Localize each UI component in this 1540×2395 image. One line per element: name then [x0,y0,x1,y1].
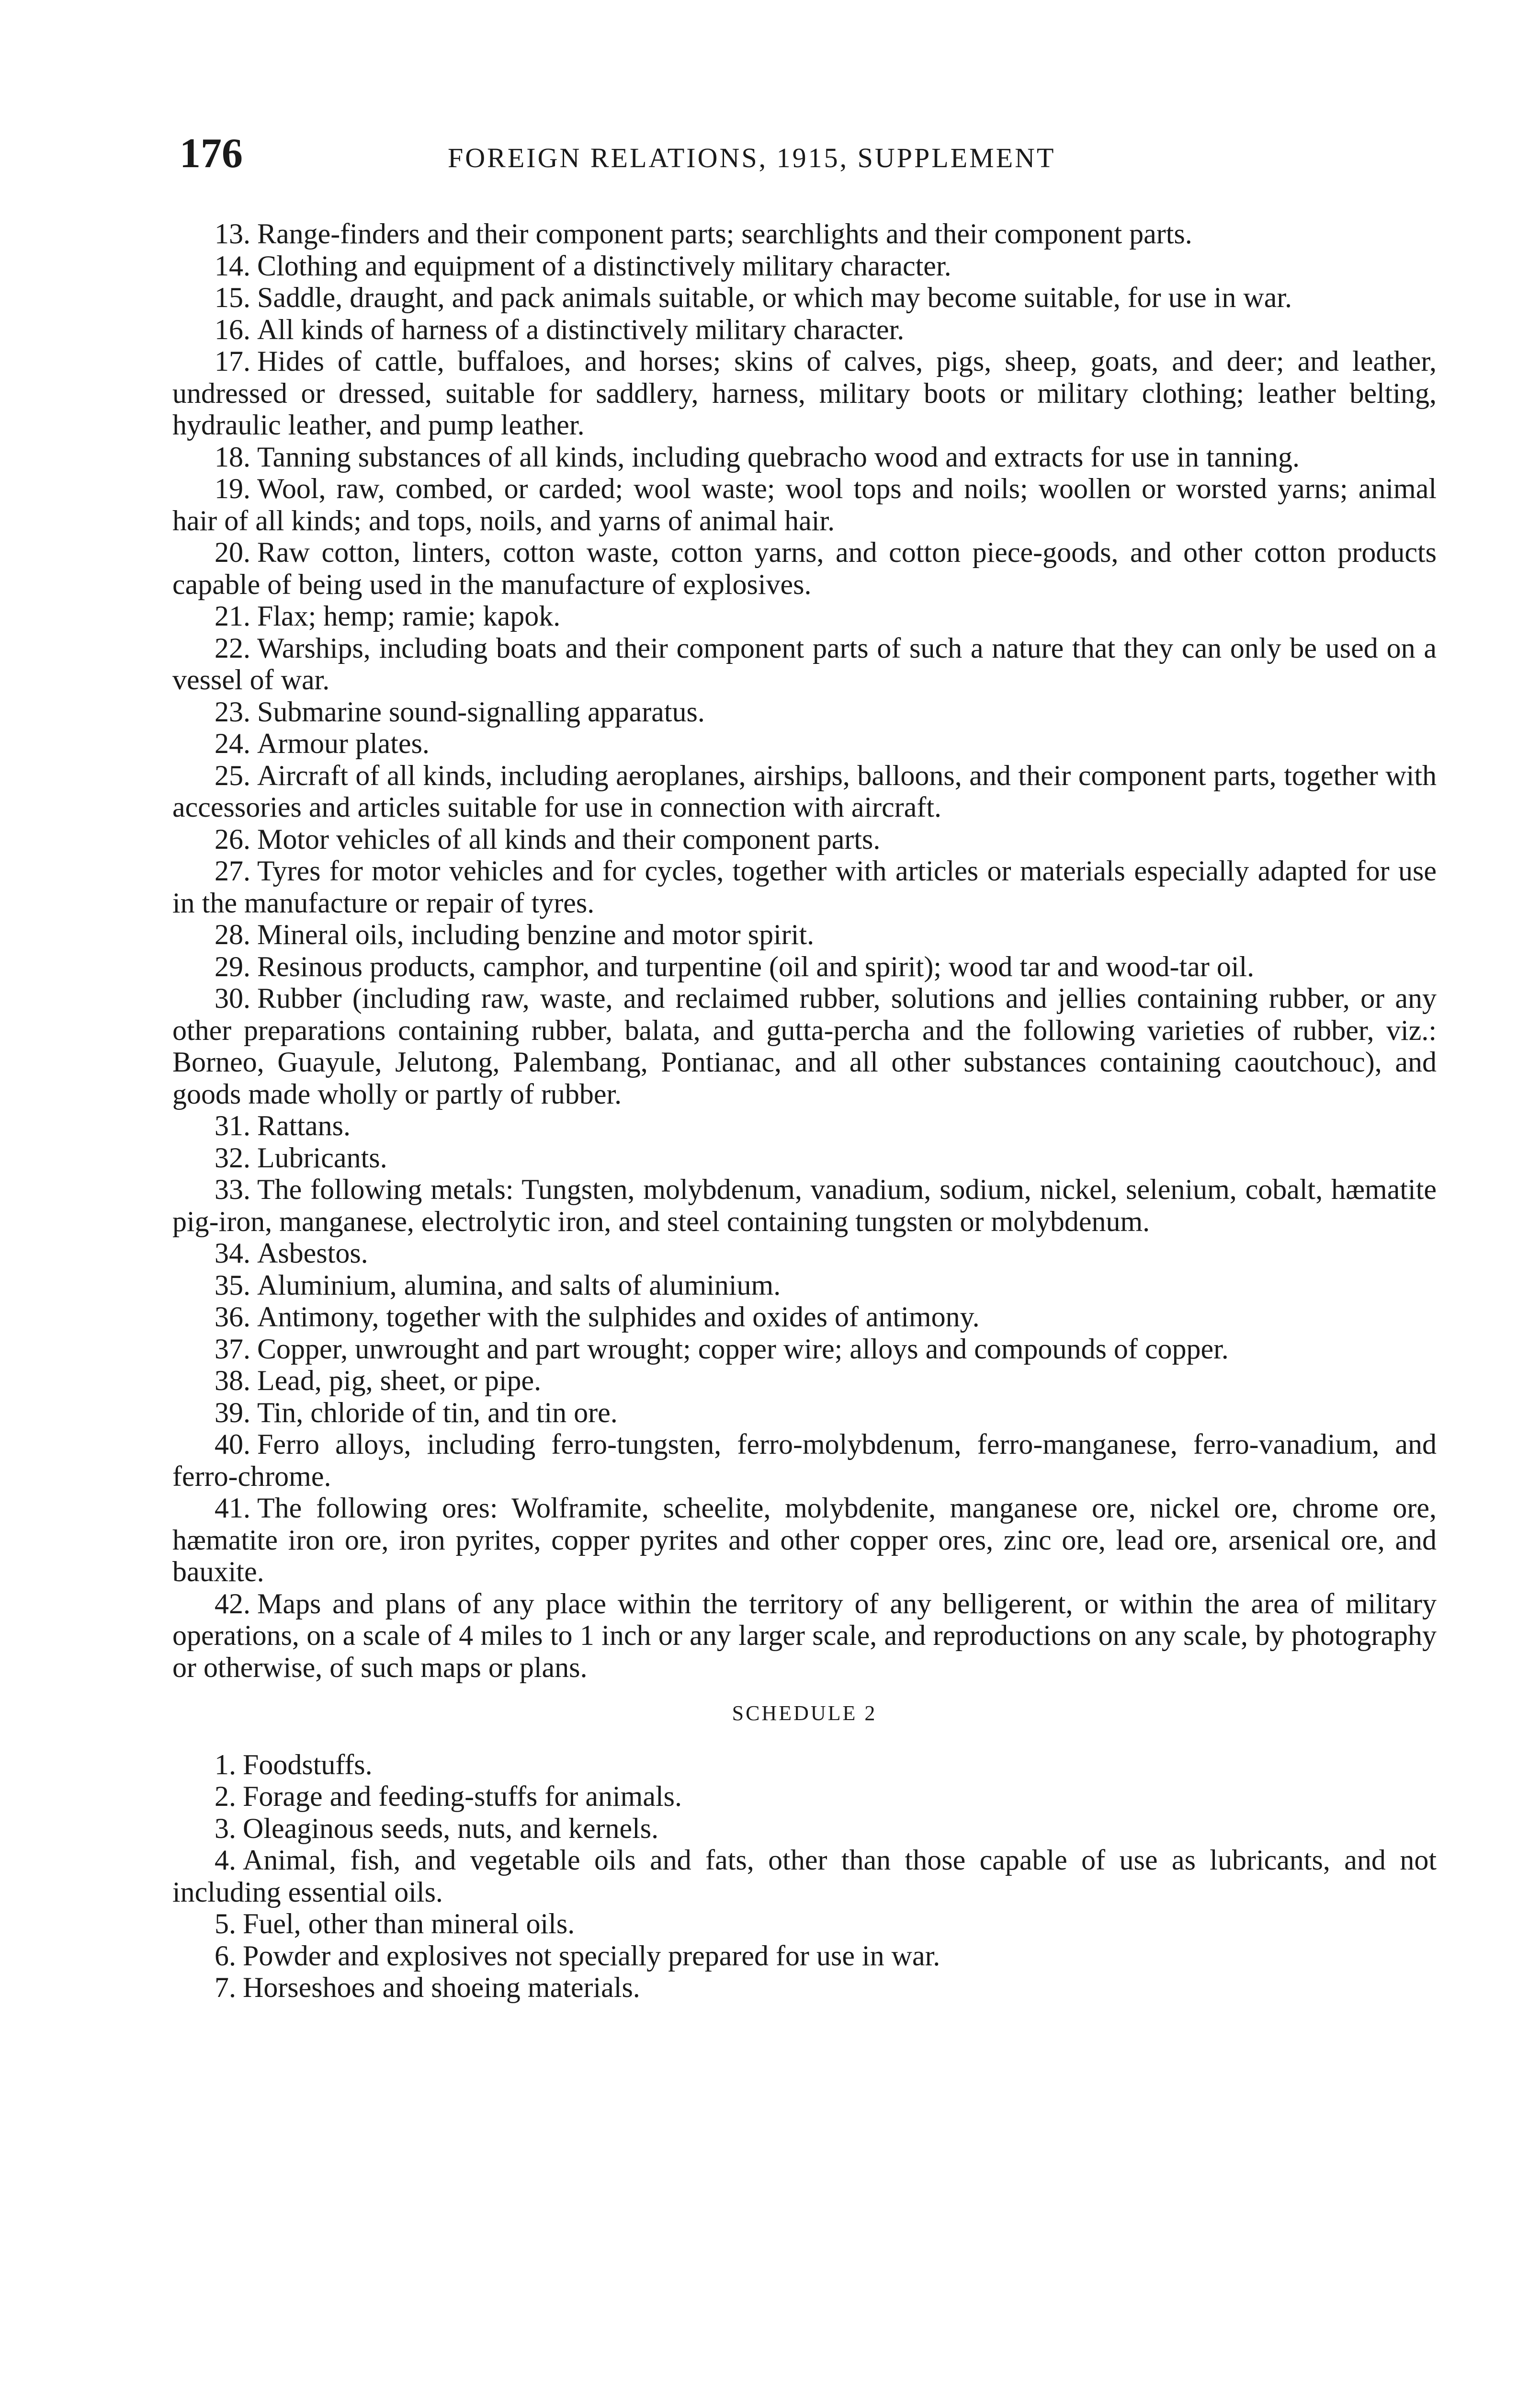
item-text: Clothing and equipment of a distinctively military character. [257,250,951,282]
list-item [172,823,1437,855]
item-text: Warships, including boats and their component parts of such a nature that they can only be used on a vessel of war. [172,632,1437,696]
item-number: 1. [215,1748,236,1780]
list-item [172,1780,1437,1813]
item-number: 16. [215,313,250,345]
item-text: Animal, fish, and vegetable oils and fats, other than those capable of use as lubricants, and not including essential oils. [172,1844,1437,1908]
item-text: Tin, chloride of tin, and tin ore. [257,1396,618,1428]
item-number: 31. [215,1110,250,1141]
item-number: 30. [215,982,250,1014]
item-text: The following metals: Tungsten, molybdenum, vanadium, sodium, nickel, selenium, cobalt, hæmatite pig-iron, manganese, electrolytic iron, and steel containing tungsten or molybdenum. [172,1174,1437,1237]
item-text: Resinous products, camphor, and turpentine (oil and spirit); wood tar and wood-tar oil. [257,950,1255,982]
item-number: 17. [215,345,250,377]
page-header [180,129,1425,178]
list-item [172,250,1437,282]
list-item [172,696,1437,728]
item-number: 3. [215,1812,236,1844]
list-item [172,1333,1437,1365]
item-text: Aluminium, alumina, and salts of aluminium. [257,1269,781,1301]
item-text: Foodstuffs. [243,1748,373,1780]
list-item [172,1397,1437,1429]
item-text: Tyres for motor vehicles and for cycles, together with articles or materials especially adapted for use in the manufacture or repair of tyres. [172,855,1437,919]
item-text: Powder and explosives not specially prepared for use in war. [243,1939,940,1972]
item-text: All kinds of harness of a distinctively military character. [257,313,905,345]
item-text: Fuel, other than mineral oils. [243,1908,575,1939]
item-number: 41. [215,1492,250,1524]
item-number: 26. [215,823,250,855]
list-item [172,1428,1437,1492]
item-number: 18. [215,441,250,473]
list-item [172,1813,1437,1845]
item-text: Horseshoes and shoeing materials. [243,1972,640,2003]
item-text: Oleaginous seeds, nuts, and kernels. [243,1812,659,1844]
item-text: Asbestos. [257,1237,368,1269]
item-text: Range-finders and their component parts; searchlights and their component parts. [257,218,1192,250]
item-number: 37. [215,1333,250,1365]
list-item [172,1844,1437,1908]
item-number: 27. [215,855,250,887]
page-number: 176 [180,130,243,177]
schedule-1-list [172,218,1437,1683]
item-number: 35. [215,1269,250,1301]
list-item [172,728,1437,760]
item-number: 20. [215,536,250,568]
item-text: Hides of cattle, buffaloes, and horses; skins of calves, pigs, sheep, goats, and deer; and leather, undressed or dressed, suitable for saddlery, harness, military boots or military clothing; leather belting, hydraulic leather, and pump leather. [172,345,1437,441]
document-body [172,218,1437,2004]
item-text: Aircraft of all kinds, including aeroplanes, airships, balloons, and their component parts, together with accessories and articles suitable for use in connection with aircraft. [172,759,1437,823]
item-text: Tanning substances of all kinds, including quebracho wood and extracts for use in tanning. [257,441,1300,473]
item-number: 42. [215,1587,250,1619]
list-item [172,536,1437,600]
list-item [172,1588,1437,1684]
item-number: 6. [215,1939,236,1972]
item-text: Saddle, draught, and pack animals suitable, or which may become suitable, for use in war. [257,282,1292,313]
item-number: 13. [215,218,250,250]
item-text: Flax; hemp; ramie; kapok. [257,600,561,632]
item-number: 7. [215,1972,236,2003]
list-item [172,1972,1437,2004]
item-number: 28. [215,919,250,950]
item-number: 32. [215,1141,250,1174]
list-item [172,982,1437,1110]
list-item [172,345,1437,441]
item-text: Lubricants. [257,1141,387,1174]
item-text: Maps and plans of any place within the territory of any belligerent, or within the area of military operations, on a scale of 4 miles to 1 inch or any larger scale, and reproductions on any scale, by photography or otherwise, of such maps or plans. [172,1587,1437,1683]
item-number: 33. [215,1174,250,1205]
running-head: FOREIGN RELATIONS, 1915, SUPPLEMENT [448,142,1056,173]
list-item [172,951,1437,983]
list-item [172,1110,1437,1142]
item-text: Rubber (including raw, waste, and reclaimed rubber, solutions and jellies containing rubber, or any other preparations containing rubber, balata, and gutta-percha and the following varieties of rubber, viz.: Borneo, Guayule, Jelutong, Palembang, Pontianac, and all other substances containing caoutchouc), and goods made wholly or partly of rubber. [172,982,1437,1110]
list-item [172,1940,1437,1972]
list-item [172,1237,1437,1269]
item-number: 36. [215,1301,250,1333]
list-item [172,1365,1437,1397]
list-item [172,1174,1437,1237]
item-number: 39. [215,1396,250,1428]
list-item [172,855,1437,919]
schedule-2-title: SCHEDULE 2 [732,1701,877,1725]
list-item [172,218,1437,250]
list-item [172,441,1437,473]
item-text: Antimony, together with the sulphides and oxides of antimony. [257,1301,980,1333]
item-text: Lead, pig, sheet, or pipe. [257,1365,542,1396]
list-item [172,1269,1437,1301]
item-number: 24. [215,728,250,759]
item-text: Armour plates. [257,728,430,759]
item-text: Forage and feeding-stuffs for animals. [243,1780,682,1812]
item-number: 2. [215,1780,236,1812]
list-item [172,1301,1437,1333]
list-item [172,760,1437,823]
list-item [172,314,1437,346]
item-text: Rattans. [257,1110,351,1141]
item-text: Raw cotton, linters, cotton waste, cotton yarns, and cotton piece-goods, and other cotton products capable of being used in the manufacture of explosives. [172,536,1437,600]
item-number: 38. [215,1365,250,1396]
item-number: 15. [215,282,250,313]
list-item [172,1142,1437,1174]
item-number: 21. [215,600,250,632]
item-number: 5. [215,1908,236,1939]
item-number: 29. [215,950,250,982]
list-item [172,1749,1437,1781]
item-number: 23. [215,696,250,728]
item-number: 19. [215,473,250,504]
list-item [172,1492,1437,1588]
item-number: 22. [215,632,250,664]
item-text: Copper, unwrought and part wrought; copper wire; alloys and compounds of copper. [257,1333,1229,1365]
list-item [172,632,1437,696]
item-text: Mineral oils, including benzine and motor spirit. [257,919,815,950]
list-item [172,919,1437,951]
item-number: 40. [215,1428,250,1460]
item-text: Wool, raw, combed, or carded; wool waste; wool tops and noils; woollen or worsted yarns; animal hair of all kinds; and tops, noils, and yarns of animal hair. [172,473,1437,536]
schedule-2-list [172,1749,1437,2004]
list-item [172,282,1437,314]
list-item [172,473,1437,536]
item-text: Motor vehicles of all kinds and their component parts. [257,823,881,855]
item-number: 14. [215,250,250,282]
list-item [172,1908,1437,1940]
item-text: Submarine sound-signalling apparatus. [257,696,705,728]
item-text: The following ores: Wolframite, scheelite, molybdenite, manganese ore, nickel ore, chrome ore, hæmatite iron ore, iron pyrites, copper pyrites and other copper ores, zinc ore, lead ore, arsenical ore, and bauxite. [172,1492,1437,1587]
item-number: 25. [215,759,250,791]
item-number: 4. [215,1844,236,1876]
list-item [172,600,1437,632]
item-number: 34. [215,1237,250,1269]
item-text: Ferro alloys, including ferro-tungsten, ferro-molybdenum, ferro-manganese, ferro-vanadium, and ferro-chrome. [172,1428,1437,1492]
